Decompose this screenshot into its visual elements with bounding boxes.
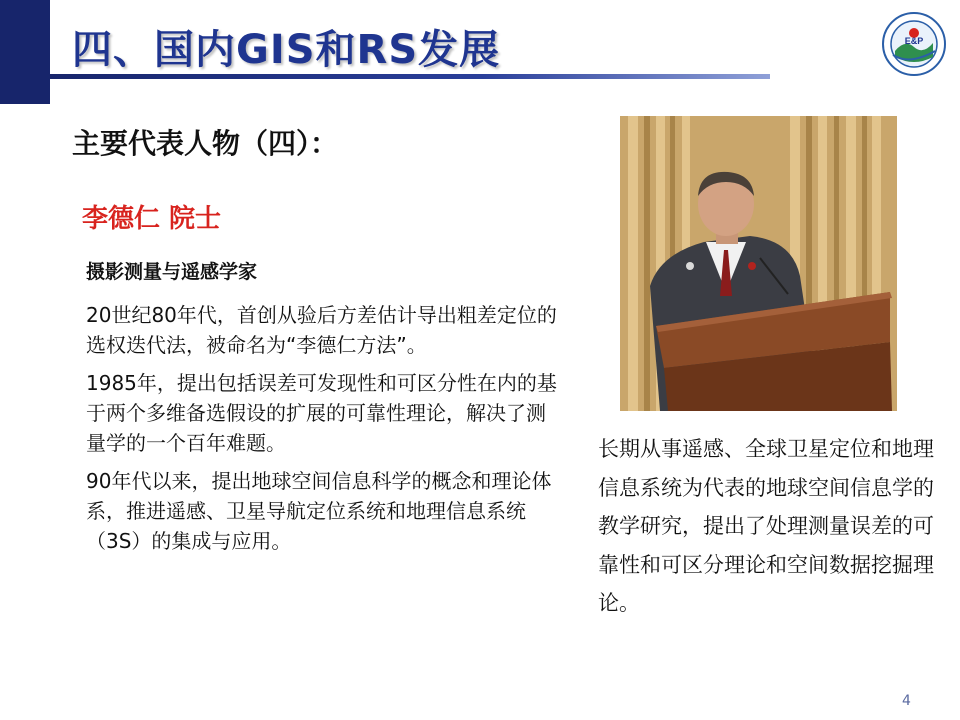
achievement-paragraph: 90年代以来，提出地球空间信息科学的概念和理论体系，推进遥感、卫星导航定位系统和地理信息系统（3S）的集成与应用。 [86,469,552,553]
speaker-at-podium-photo [620,116,897,411]
person-role: 摄影测量与遥感学家 [86,261,258,283]
achievement-paragraph: 1985年，提出包括误差可发现性和可区分性在内的基于两个多维备选假设的扩展的可靠性理论，解决了测量学的一个百年难题。 [86,371,557,455]
career-summary-text: 长期从事遥感、全球卫星定位和地理信息系统为代表的地球空间信息学的教学研究，提出了处理测量误差的可靠性和可区分理论和空间数据挖掘理论。 [598,437,934,615]
logo-text: E&P [904,36,924,46]
page-number: 4 [902,693,911,709]
person-name: 李德仁 院士 [82,204,222,234]
achievements-text [86,300,558,564]
slide-title: 四、国内GIS和RS发展 [72,27,501,73]
achievement-paragraph: 20世纪80年代，首创从验后方差估计导出粗差定位的选权迭代法，被命名为“李德仁方法”。 [86,303,557,357]
university-emblem-icon [881,11,947,77]
corner-accent-block [0,0,50,104]
section-subtitle: 主要代表人物（四）： [72,127,339,160]
